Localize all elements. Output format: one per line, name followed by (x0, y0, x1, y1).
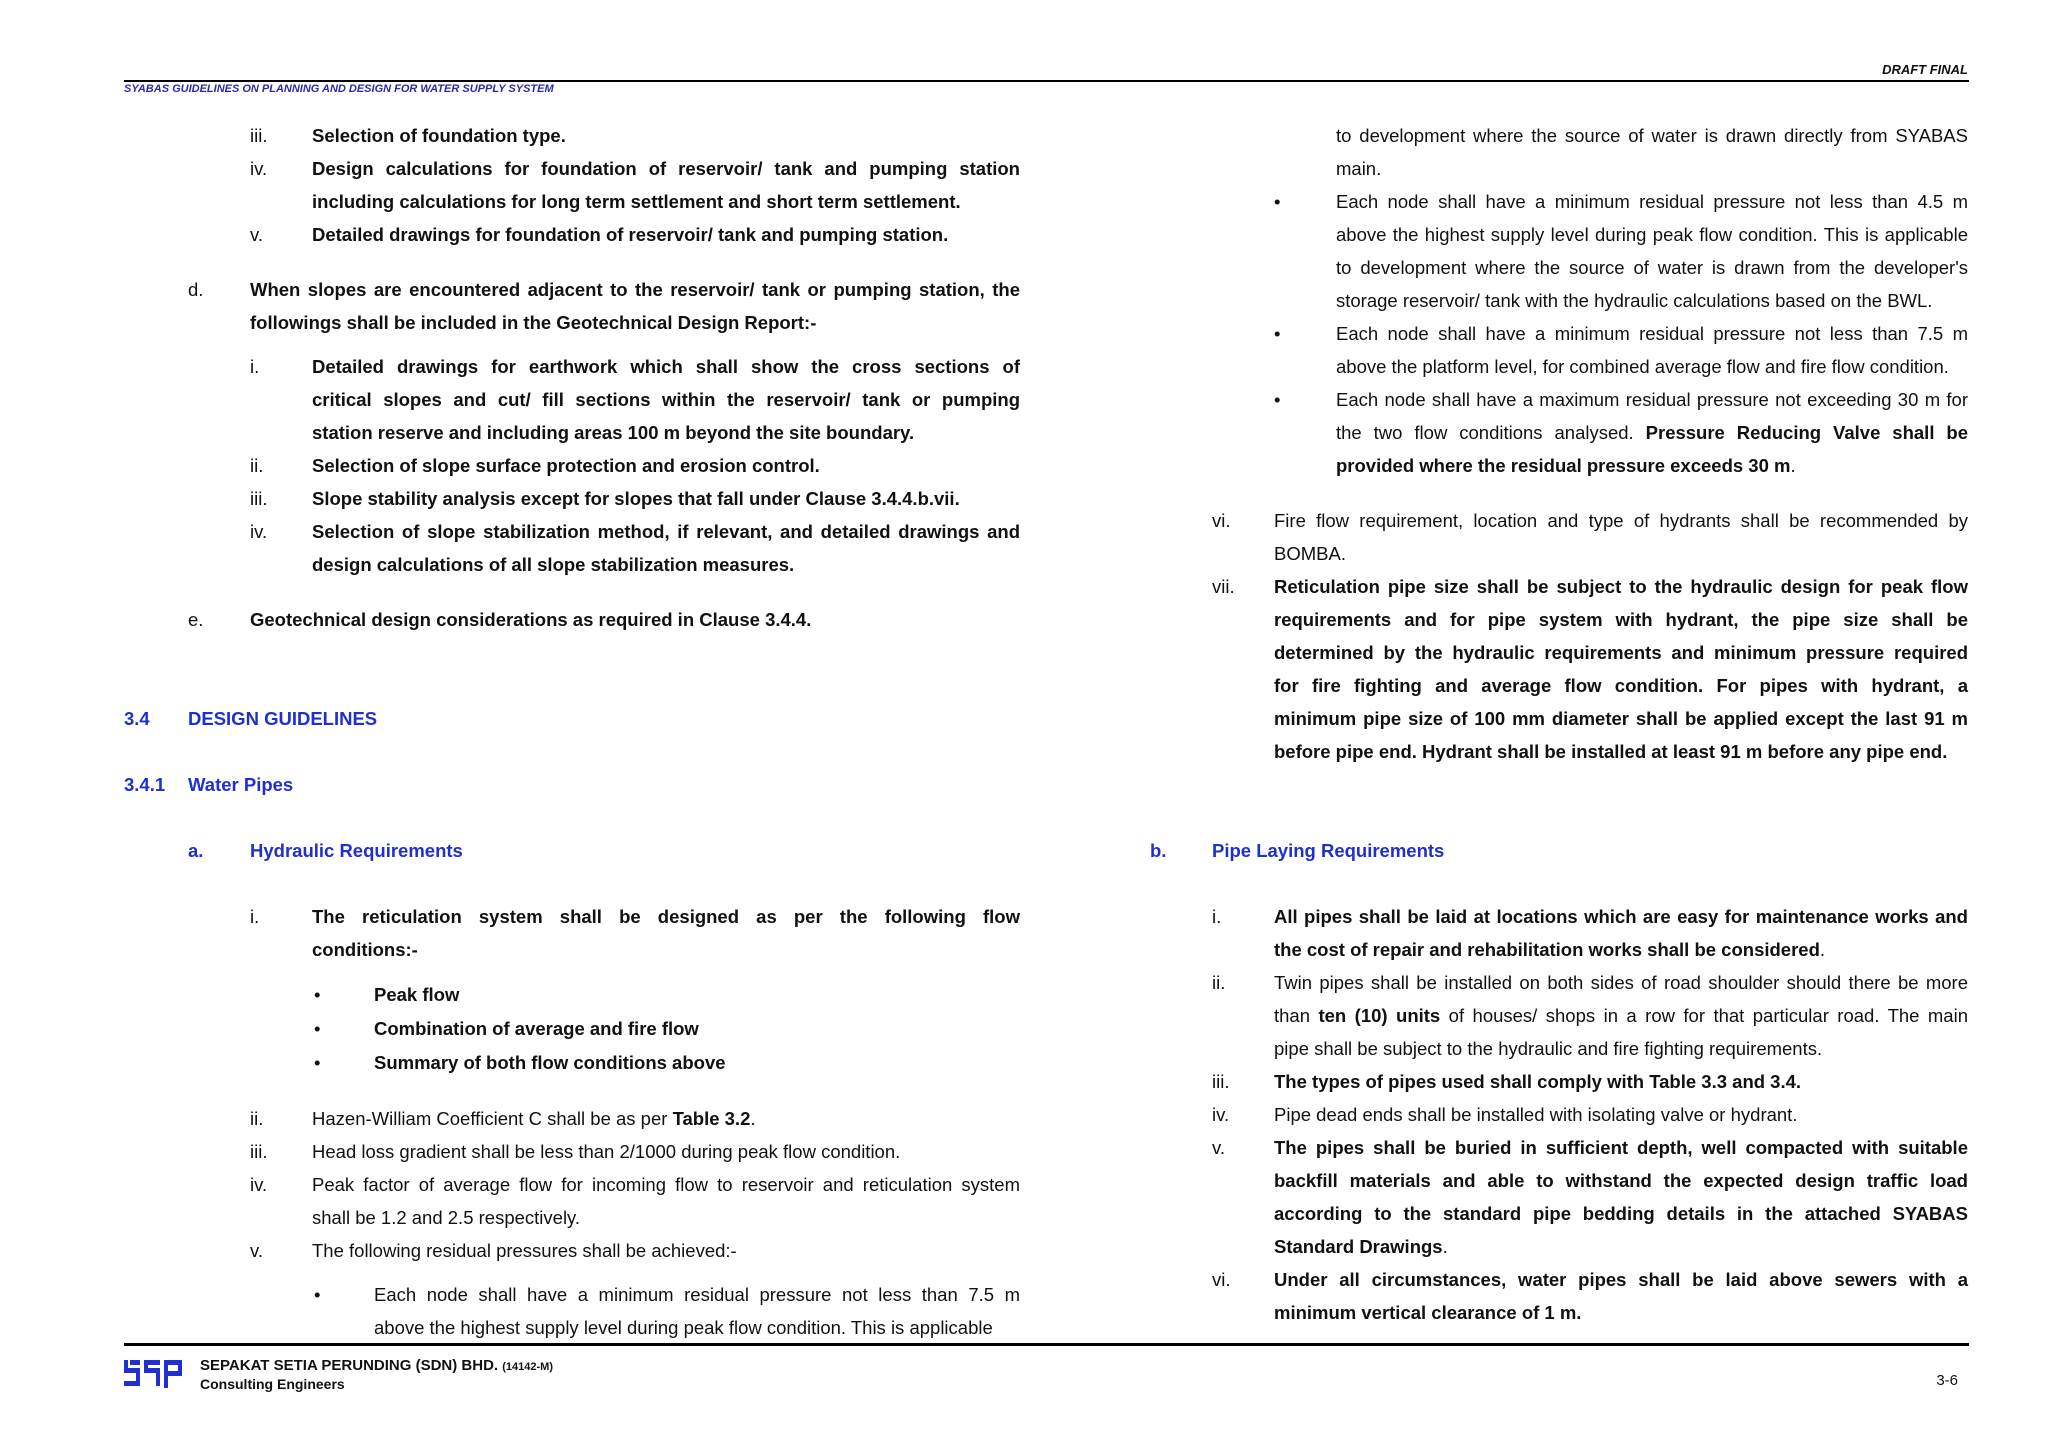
list-item-text: backfill materials and able to withstand the expected design traffic load (1274, 1170, 1968, 1191)
list-item-text: All pipes shall be laid at locations which are easy for maintenance works and (1274, 906, 1968, 927)
list-item-text: The following residual pressures shall be achieved:- (312, 1240, 737, 1261)
paragraph: followings shall be included in the Geotechnical Design Report:- (250, 312, 817, 333)
bullet-text: Combination of average and fire flow (374, 1018, 699, 1039)
paragraph: Geotechnical design considerations as required in Clause 3.4.4. (250, 609, 812, 630)
bullet-icon: • (314, 1284, 321, 1305)
list-item-text: Twin pipes shall be installed on both sides of road shoulder should there be more (1274, 972, 1968, 993)
page-number: 3-6 (1936, 1372, 1958, 1389)
list-item-text: Peak factor of average flow for incoming flow to reservoir and reticulation system (312, 1174, 1020, 1195)
list-item-text: The reticulation system shall be designed as per the following flow (312, 906, 1020, 927)
list-letter: d. (188, 279, 204, 300)
list-item-text: Selection of foundation type. (312, 125, 566, 146)
list-number: iv. (250, 521, 268, 542)
heading-pipe-laying-requirements: Pipe Laying Requirements (1212, 840, 1445, 861)
paragraph: When slopes are encountered adjacent to the reservoir/ tank or pumping station, the (250, 279, 1020, 300)
list-item-text: BOMBA. (1274, 543, 1346, 564)
list-item-text: Head loss gradient shall be less than 2/1000 during peak flow condition. (312, 1141, 901, 1162)
list-item-text: Design calculations for foundation of reservoir/ tank and pumping station (312, 158, 1020, 179)
list-number: iv. (250, 158, 268, 179)
subsection-title: Water Pipes (188, 774, 294, 795)
bullet-text: above the highest supply level during peak flow condition. This is applicable (374, 1317, 993, 1338)
list-item-text: critical slopes and cut/ fill sections within the reservoir/ tank or pumping (312, 389, 1020, 410)
list-number: ii. (1212, 972, 1226, 993)
list-item-text: Pipe dead ends shall be installed with isolating valve or hydrant. (1274, 1104, 1798, 1125)
bullet-text: main. (1336, 158, 1382, 179)
bullet-text: Each node shall have a maximum residual pressure not exceeding 30 m for (1336, 389, 1968, 410)
bullet-text: Each node shall have a minimum residual pressure not less than 7.5 m (1336, 323, 1968, 344)
list-item-text: shall be 1.2 and 2.5 respectively. (312, 1207, 581, 1228)
bullet-text: above the platform level, for combined average flow and fire flow condition. (1336, 356, 1949, 377)
list-number: vii. (1212, 576, 1235, 597)
company-logo-icon (124, 1358, 182, 1390)
heading-letter: b. (1150, 840, 1167, 861)
list-item-text: for fire fighting and average flow condition. For pipes with hydrant, a (1274, 675, 1968, 696)
bullet-text: above the highest supply level during peak flow condition. This is applicable (1336, 224, 1968, 245)
list-item-text: the cost of repair and rehabilitation works shall be considered. (1274, 939, 1826, 960)
document-title: SYABAS GUIDELINES ON PLANNING AND DESIGN FOR WATER SUPPLY SYSTEM (124, 83, 554, 95)
bullet-text: Peak flow (374, 984, 460, 1005)
list-item-text: station reserve and including areas 100 m beyond the site boundary. (312, 422, 915, 443)
header-rule (124, 80, 1969, 82)
list-number: vi. (1212, 1269, 1231, 1290)
list-item-text: Fire flow requirement, location and type of hydrants shall be recommended by (1274, 510, 1968, 531)
bullet-icon: • (1274, 389, 1281, 410)
list-number: v. (1212, 1137, 1226, 1158)
heading-hydraulic-requirements: Hydraulic Requirements (250, 840, 463, 861)
bullet-icon: • (1274, 191, 1281, 212)
list-item-text: Selection of slope stabilization method, if relevant, and detailed drawings and (312, 521, 1020, 542)
list-item-text: Standard Drawings. (1274, 1236, 1448, 1257)
list-number: vi. (1212, 510, 1231, 531)
bullet-text: storage reservoir/ tank with the hydraulic calculations based on the BWL. (1336, 290, 1933, 311)
list-number: iv. (250, 1174, 268, 1195)
list-item-text: before pipe end. Hydrant shall be installed at least 91 m before any pipe end. (1274, 741, 1948, 762)
list-number: i. (1212, 906, 1222, 927)
list-item-text: The types of pipes used shall comply with Table 3.3 and 3.4. (1274, 1071, 1802, 1092)
bullet-text: Summary of both flow conditions above (374, 1052, 726, 1073)
draft-label: DRAFT FINAL (1882, 62, 1968, 77)
list-item-text: Slope stability analysis except for slopes that fall under Clause 3.4.4.b.vii. (312, 488, 960, 509)
list-item-text: including calculations for long term settlement and short term settlement. (312, 191, 961, 212)
list-letter: e. (188, 609, 204, 630)
list-number: iii. (250, 1141, 268, 1162)
list-item-text: Detailed drawings for earthwork which shall show the cross sections of (312, 356, 1020, 377)
bullet-icon: • (314, 1052, 321, 1073)
list-item-text: Under all circumstances, water pipes shall be laid above sewers with a (1274, 1269, 1968, 1290)
bullet-text: to development where the source of water is drawn directly from SYABAS (1336, 125, 1968, 146)
list-item-text: requirements and for pipe system with hydrant, the pipe size shall be (1274, 609, 1968, 630)
bullet-text: Each node shall have a minimum residual pressure not less than 4.5 m (1336, 191, 1968, 212)
list-item-text: pipe shall be subject to the hydraulic and fire fighting requirements. (1274, 1038, 1823, 1059)
heading-letter: a. (188, 840, 204, 861)
bullet-text: to development where the source of water is drawn from the developer's (1336, 257, 1968, 278)
company-name: SEPAKAT SETIA PERUNDING (SDN) BHD. (14142-M) (200, 1357, 553, 1374)
company-subtitle: Consulting Engineers (200, 1376, 345, 1392)
bullet-text: the two flow conditions analysed. Pressure Reducing Valve shall be (1336, 422, 1968, 443)
list-number: v. (250, 1240, 264, 1261)
list-item-text: Hazen-William Coefficient C shall be as per Table 3.2. (312, 1108, 756, 1129)
list-item-text: Detailed drawings for foundation of reservoir/ tank and pumping station. (312, 224, 949, 245)
list-number: i. (250, 356, 260, 377)
list-number: iv. (1212, 1104, 1230, 1125)
list-number: v. (250, 224, 264, 245)
list-item-text: Reticulation pipe size shall be subject to the hydraulic design for peak flow (1274, 576, 1968, 597)
bullet-icon: • (1274, 323, 1281, 344)
list-number: ii. (250, 1108, 264, 1129)
list-number: i. (250, 906, 260, 927)
section-title: DESIGN GUIDELINES (188, 708, 378, 729)
list-item-text: Selection of slope surface protection and erosion control. (312, 455, 820, 476)
list-number: iii. (250, 125, 268, 146)
list-number: ii. (250, 455, 264, 476)
list-item-text: design calculations of all slope stabilization measures. (312, 554, 795, 575)
list-number: iii. (1212, 1071, 1230, 1092)
bullet-text: Each node shall have a minimum residual pressure not less than 7.5 m (374, 1284, 1020, 1305)
list-item-text: The pipes shall be buried in sufficient depth, well compacted with suitable (1274, 1137, 1968, 1158)
section-number: 3.4 (124, 708, 150, 729)
bullet-icon: • (314, 984, 321, 1005)
list-item-text: than ten (10) units of houses/ shops in a row for that particular road. The main (1274, 1005, 1968, 1026)
footer-rule (124, 1343, 1969, 1346)
bullet-icon: • (314, 1018, 321, 1039)
list-item-text: according to the standard pipe bedding details in the attached SYABAS (1274, 1203, 1968, 1224)
subsection-number: 3.4.1 (124, 774, 166, 795)
list-item-text: minimum pipe size of 100 mm diameter shall be applied except the last 91 m (1274, 708, 1968, 729)
list-number: iii. (250, 488, 268, 509)
list-item-text: determined by the hydraulic requirements and minimum pressure required (1274, 642, 1968, 663)
list-item-text: minimum vertical clearance of 1 m. (1274, 1302, 1582, 1323)
list-item-text: conditions:- (312, 939, 418, 960)
bullet-text: provided where the residual pressure exceeds 30 m. (1336, 455, 1796, 476)
